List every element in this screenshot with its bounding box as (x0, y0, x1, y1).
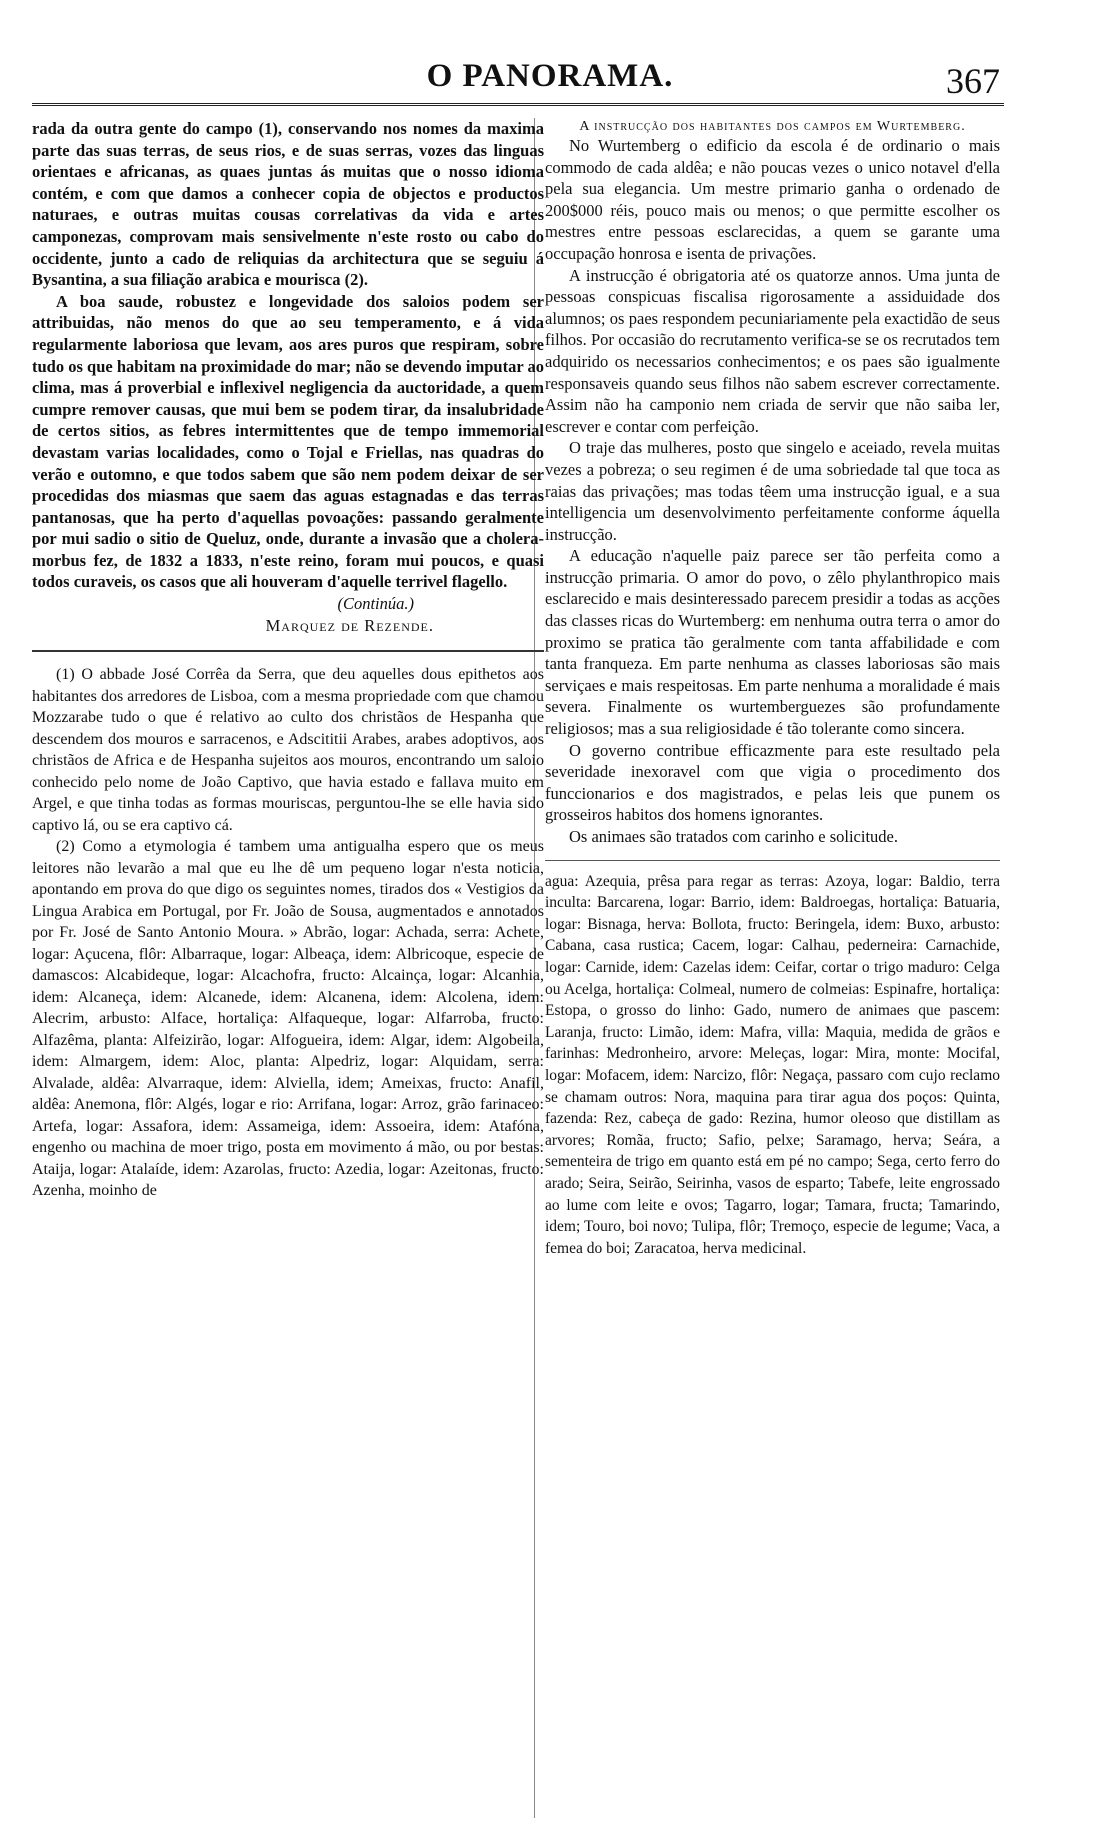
article-paragraph: A instrucção é obrigatoria até os quatorze annos. Uma junta de pessoas conspicuas fiscalisa rigorosamente a assiduidade dos alumnos; os paes respondem pecuniariamente pela exactidão de seus filhos. Por occasião do recrutamento verifica-se se os recrutados tem adquirido os necessarios conhecimentos; e os paes são igualmente responsaveis quando seus filhos não sabem escrever correctamente. Assim não ha camponio nem criada de servir que não saiba ler, escrever e contar com perfeição. (545, 265, 1000, 436)
section-title: A instrucção dos habitantes dos campos em Wurtemberg. (579, 119, 966, 134)
footnote-2: (2) Como a etymologia é tambem uma antigualha espero que os meus leitores não levarão a mal que eu lhe dê um pequeno logar n'esta noticia, apontando em prova do que digo os seguintes nomes, tirados dos « Vestigios da Lingua Arabica em Portugal, por Fr. João de Sousa, augmentados e annotados por Fr. José de Santo Antonio Moura. » Abrão, logar: Achada, serra: Achete, logar: Açucena, flôr: Albarraque, logar: Albeaça, idem: Albricoque, especie de damascos: Alcabideque, logar: Alcachofra, fructo: Alcainça, logar: Alcanhia, idem: Alcaneça, idem: Alcanede, idem: Alcanena, idem: Alcolena, idem: Alecrim, arbusto: Alface, hortaliça: Alfaqueque, logar: Alfarroba, fructo: Alfazêma, planta: Alfeizirão, logar: Alfogueira, idem: Algar, idem: Algobeila, idem: Almargem, idem: Aloc, planta: Alpedriz, logar: Alquidam, serra: Alvalade, aldêa: Alvarraque, idem: Alviella, idem; Ameixas, fructo: Anafil, aldêa: Anemona, flôr: Algés, logar e rio: Arrifana, logar: Arroz, grão farinaceo: Artefa, logar: Assafora, idem: Assameiga, idem: Assoeira, idem: Atafóna, engenho ou machina de moer trigo, posta em movimento á mão, ou por bestas: Ataija, logar: Atalaíde, idem: Azarolas, fructo: Azedia, logar: Azeitonas, fructo: Azenha, moinho de (32, 838, 544, 1200)
footnote-rule (545, 860, 1000, 861)
page-header (0, 0, 1100, 110)
footnote-continuation: agua: Azequia, prêsa para regar as terras: Azoya, logar: Baldio, terra inculta: Barcarena, logar: Barrio, idem: Baldroegas, hortaliça: Batuaria, logar: Bisnaga, herva: Bollota, fructo: Beringela, idem: Buxo, arbusto: Cabana, casa rustica; Cacem, logar: Calhau, pederneira: Carnachide, logar: Carnide, idem: Cazelas idem: Ceifar, cortar o trigo maduro: Celga ou Acelga, hortaliça: Colmeal, numero de colmeias: Espinafre, hortaliça: Estopa, o grosso do linho: Gado, numero de animaes que pascem: Laranja, fructo: Limão, idem: Mafra, villa: Maquia, medida de grãos e farinhas: Medronheiro, arvore: Meleças, logar: Mira, monte: Mocifal, logar: Mofacem, idem: Narcizo, flôr: Negaça, passaro com cujo reclamo se chamam outros: Nora, maquina para tirar agua dos poços: Quinta, fazenda: Rez, cabeça de gado: Rezina, humor oleoso que distillam as arvores; Romãa, fructo; Safio, pelxe; Saramago, herva; Seára, a sementeira de trigo em quanto está em pé no campo; Sega, certo ferro do arado; Seira, Seirão, Seirinha, vasos de esparto; Tabefe, leite engrossado ao lume com leite e ovos; Tagarro, logar; Tamara, fructa; Tamarindo, idem; Touro, boi novo; Tulipa, flôr; Tremoço, especie de legume; Vaca, a femea do boi; Zaracatoa, herva medicinal. (545, 872, 1000, 1257)
article-paragraph: rada da outra gente do campo (1), conservando nos nomes da maxima parte das suas terras, de seus rios, e de suas serras, vozes das linguas orientaes e africanas, as quaes juntas ás muitas que o nosso idioma contém, e com que damos a conhecer copia de objectos e productos naturaes, e outras muitas cousas correlativas da vida e artes camponezas, comprovam mais sensivelmente n'este rosto ou cabo do occidente, junto a cado de reliquias da architectura que se seguiu á Bysantina, a sua filiação arabica e mourisca (2). (32, 119, 544, 290)
page-title: O PANORAMA. (426, 58, 674, 94)
page-number: 367 (946, 61, 1000, 101)
article-paragraph: A boa saude, robustez e longevidade dos saloios podem ser attribuidas, não menos do que ao seu temperamento, e á vida regularmente laboriosa que levam, aos ares puros que respiram, sobre tudo os que habitam na proximidade do mar; não se devendo imputar ao clima, mas á proverbial e inflexivel negligencia da auctoridade, a quem cumpre remover causas, que mui bem se podem tirar, da insalubridade de certos sitios, as febres intermittentes que de tempo immemorial devastam varias localidades, como o Tojal e Friellas, nas quadras do verão e outomno, e que todos sabem que são nem podem deixar de ser procedidas dos miasmas que saem das aguas estagnadas e das terras pantanosas, que ha perto d'aquellas povoações: passando geralmente por mui sadio o sitio de Queluz, onde, durante a invasão que a cholera-morbus fez, de 1832 a 1833, n'este reino, foram mui poucos, e quasi todos curaveis, os casos que ali houveram d'aquelle terrivel flagello. (32, 291, 544, 592)
header-rule (32, 103, 1004, 106)
article-paragraph: No Wurtemberg o edificio da escola é de ordinario o mais commodo de cada aldêa; e não poucas vezes o unico notavel d'ella pela sua elegancia. Um mestre primario ganha o ordenado de 200$000 réis, pouco mais ou menos; o que permitte escolher os mestres entre pessoas esclarecidas, a quem se garante uma occupação honrosa e isenta de privações. (545, 136, 1000, 263)
article-paragraph: O governo contribue efficazmente para este resultado pela severidade inexoravel com que vigia o procedimento dos funccionarios e dos magistrados, e pelas leis que punem os grosseiros habitos dos homens ignorantes. (545, 740, 1000, 825)
right-column (545, 118, 1000, 1259)
author-signature: Marquez de Rezende. (265, 615, 434, 635)
footnote-1: (1) O abbade José Corrêa da Serra, que deu aquelles dous epithetos aos habitantes dos arredores de Lisboa, com a mesma propriedade com que chamou Mozzarabe tudo o que é relativo ao culto dos christãos de Hespanha que descendem dos mouros e sarracenos, e Adscititii Arabes, arabes adoptivos, aos christãos de Africa e de Hespanha sujeitos aos mouros, encontrando um saloio conhecido pelo nome de João Captivo, que havia estado e fallava muito em Argel, e que tinha todas as formas mouriscas, perguntou-lhe se elle havia sido captivo lá, ou se era captivo cá. (32, 666, 544, 834)
article-paragraph: O traje das mulheres, posto que singelo e aceiado, revela muitas vezes a pobreza; o seu regimen é de uma sobriedade tal que toca as raias das privações; mas todas têem uma instrucção igual, e a sua intelligencia um desenvolvimento perfeitamente conforme áquella instrucção. (545, 438, 1000, 544)
footnote-rule (32, 650, 544, 652)
article-paragraph: Os animaes são tratados com carinho e solicitude. (569, 827, 898, 846)
left-column (32, 118, 544, 1202)
continua-note: (Continúa.) (337, 594, 414, 614)
article-paragraph: A educação n'aquelle paiz parece ser tão perfeita como a instrucção primaria. O amor do povo, o zêlo phylanthropico mais esclarecido e mais desinteressado parecem presidir a todas as acções das classes ricas do Wurtemberg: em nenhuma outra terra o amor do proximo se pratica tão geralmente com tanta affabilidade e com tanta franqueza. Em parte nenhuma as classes laboriosas são mais serviçaes e mais respeitosas. Em parte nenhuma a moralidade é mais severa. Finalmente os wurtemberguezes são profundamente religiosos; mas a sua religiosidade é tão tolerante como sincera. (545, 546, 1000, 739)
